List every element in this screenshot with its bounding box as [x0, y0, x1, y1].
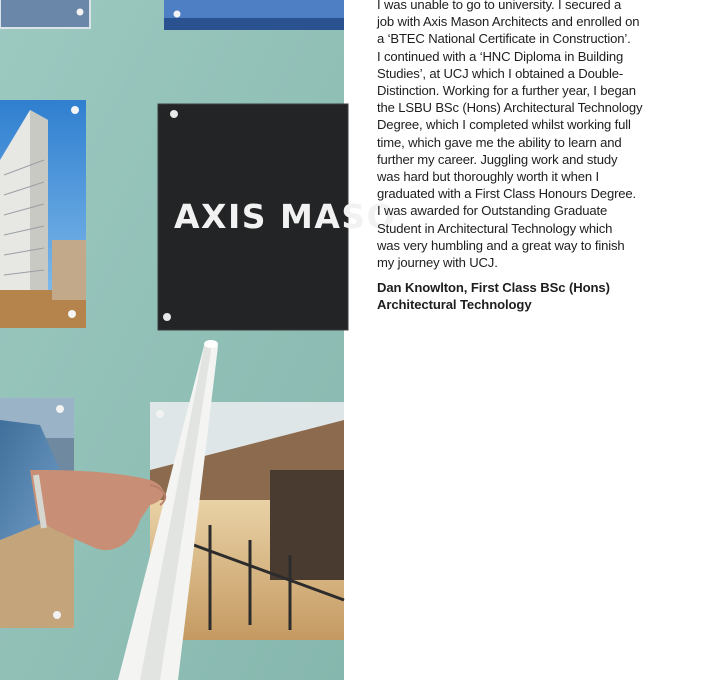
attribution-line: Architectural Technology	[377, 297, 532, 313]
body-line: was very humbling and a great way to finish	[377, 237, 625, 253]
article-text	[377, 0, 649, 314]
attribution-line: Dan Knowlton, First Class BSc (Hons)	[377, 280, 610, 296]
body-line: I was awarded for Outstanding Graduate	[377, 203, 608, 219]
body-line: Degree, which I completed whilst working full	[377, 117, 631, 133]
body-line: I was unable to go to university. I secured a	[377, 0, 622, 12]
article-body	[377, 0, 649, 271]
body-line: graduated with a First Class Honours Degree.	[377, 186, 637, 202]
body-line: job with Axis Mason Architects and enrolled on	[377, 14, 640, 30]
body-line: time, which gave me the ability to learn and	[377, 134, 622, 150]
frame-top	[164, 0, 344, 30]
body-line: the LSBU BSc (Hons) Architectural Technology	[377, 100, 643, 116]
body-line: Distinction. Working for a further year, I began	[377, 83, 636, 99]
frame-building	[0, 100, 86, 328]
body-line: a ‘BTEC National Certificate in Construction’.	[377, 31, 631, 47]
body-line: Studies’, at UCJ which I obtained a Double-	[377, 65, 624, 81]
attribution	[377, 279, 649, 313]
frame-top-left	[0, 0, 90, 28]
body-line: I continued with a ‘HNC Diploma in Building	[377, 48, 624, 64]
sign-text: AXIS MASO	[174, 197, 397, 236]
frame-axis-mason-sign	[158, 104, 396, 330]
body-line: was hard but thoroughly worth it when I	[377, 169, 599, 185]
body-line: Student in Architectural Technology which	[377, 220, 613, 236]
body-line: my journey with UCJ.	[377, 255, 498, 271]
body-line: further my career. Juggling work and study	[377, 151, 618, 167]
